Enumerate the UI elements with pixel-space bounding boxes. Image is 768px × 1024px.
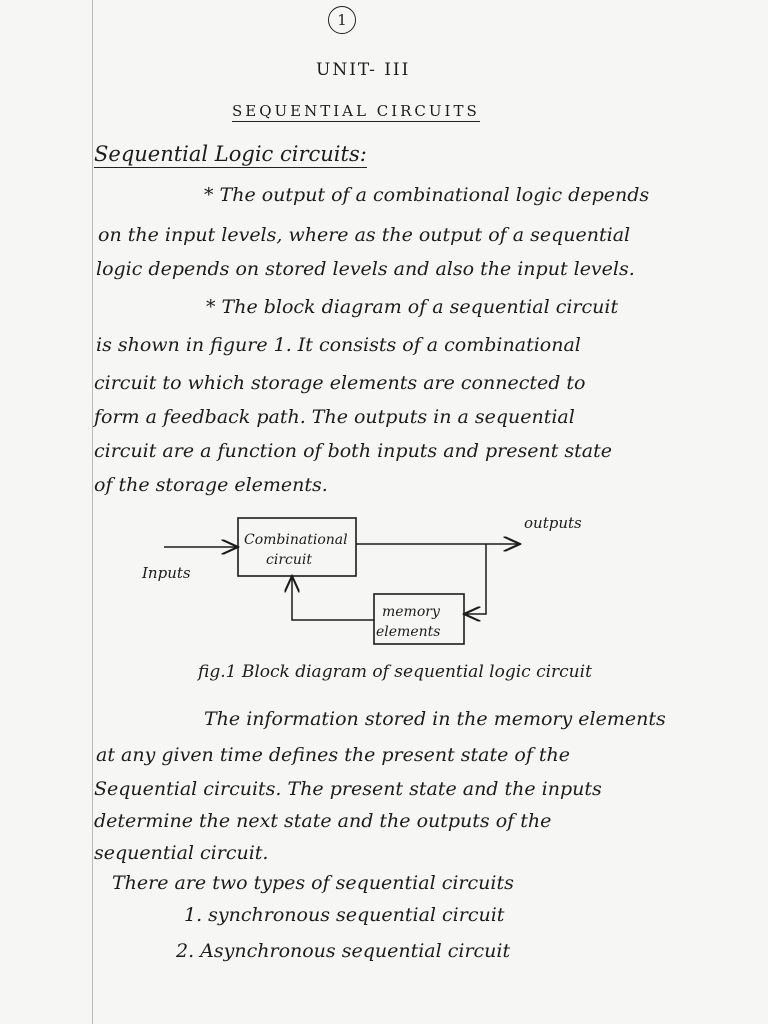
page-title: SEQUENTIAL CIRCUITS: [232, 102, 480, 120]
types-intro: There are two types of sequential circuits: [112, 872, 514, 894]
paragraph-3-line: at any given time defines the present state of the: [96, 744, 571, 766]
paragraph-2-line: circuit are a function of both inputs and present state: [94, 440, 612, 462]
figure-caption: fig.1 Block diagram of sequential logic circuit: [198, 662, 592, 682]
section-heading: Sequential Logic circuits:: [94, 142, 367, 166]
paragraph-3-line: determine the next state and the outputs of the: [94, 810, 552, 832]
type-item: 2. Asynchronous sequential circuit: [176, 940, 511, 962]
paragraph-3-line: Sequential circuits. The present state and the inputs: [94, 778, 602, 800]
combinational-block-label: circuit: [266, 552, 312, 568]
margin-line: [92, 0, 93, 1024]
paragraph-1-line: * The output of a combinational logic depends: [204, 184, 650, 206]
outputs-label: outputs: [524, 514, 582, 532]
block-diagram: [120, 500, 620, 650]
unit-label: UNIT- III: [316, 60, 411, 80]
page-number: 1: [328, 6, 356, 34]
paragraph-2-line: is shown in figure 1. It consists of a combinational: [96, 334, 581, 356]
feedback-to-combinational-arrow: [292, 576, 374, 620]
paragraph-1-line: on the input levels, where as the output of a sequential: [98, 224, 631, 246]
type-item: 1. synchronous sequential circuit: [184, 904, 505, 926]
paragraph-2-line: of the storage elements.: [94, 474, 328, 496]
paragraph-1-line: logic depends on stored levels and also the input levels.: [96, 258, 635, 280]
inputs-label: Inputs: [142, 564, 191, 582]
paragraph-3-line: sequential circuit.: [94, 842, 269, 864]
paragraph-3-line: The information stored in the memory elements: [204, 708, 666, 730]
paragraph-2-line: circuit to which storage elements are connected to: [94, 372, 586, 394]
memory-block-label: memory: [382, 604, 440, 620]
feedback-to-memory-arrow: [464, 544, 486, 614]
combinational-block-label: Combinational: [244, 532, 348, 548]
paragraph-2-line: form a feedback path. The outputs in a sequential: [94, 406, 575, 428]
paragraph-2-line: * The block diagram of a sequential circuit: [206, 296, 619, 318]
memory-block-label: elements: [376, 624, 441, 640]
